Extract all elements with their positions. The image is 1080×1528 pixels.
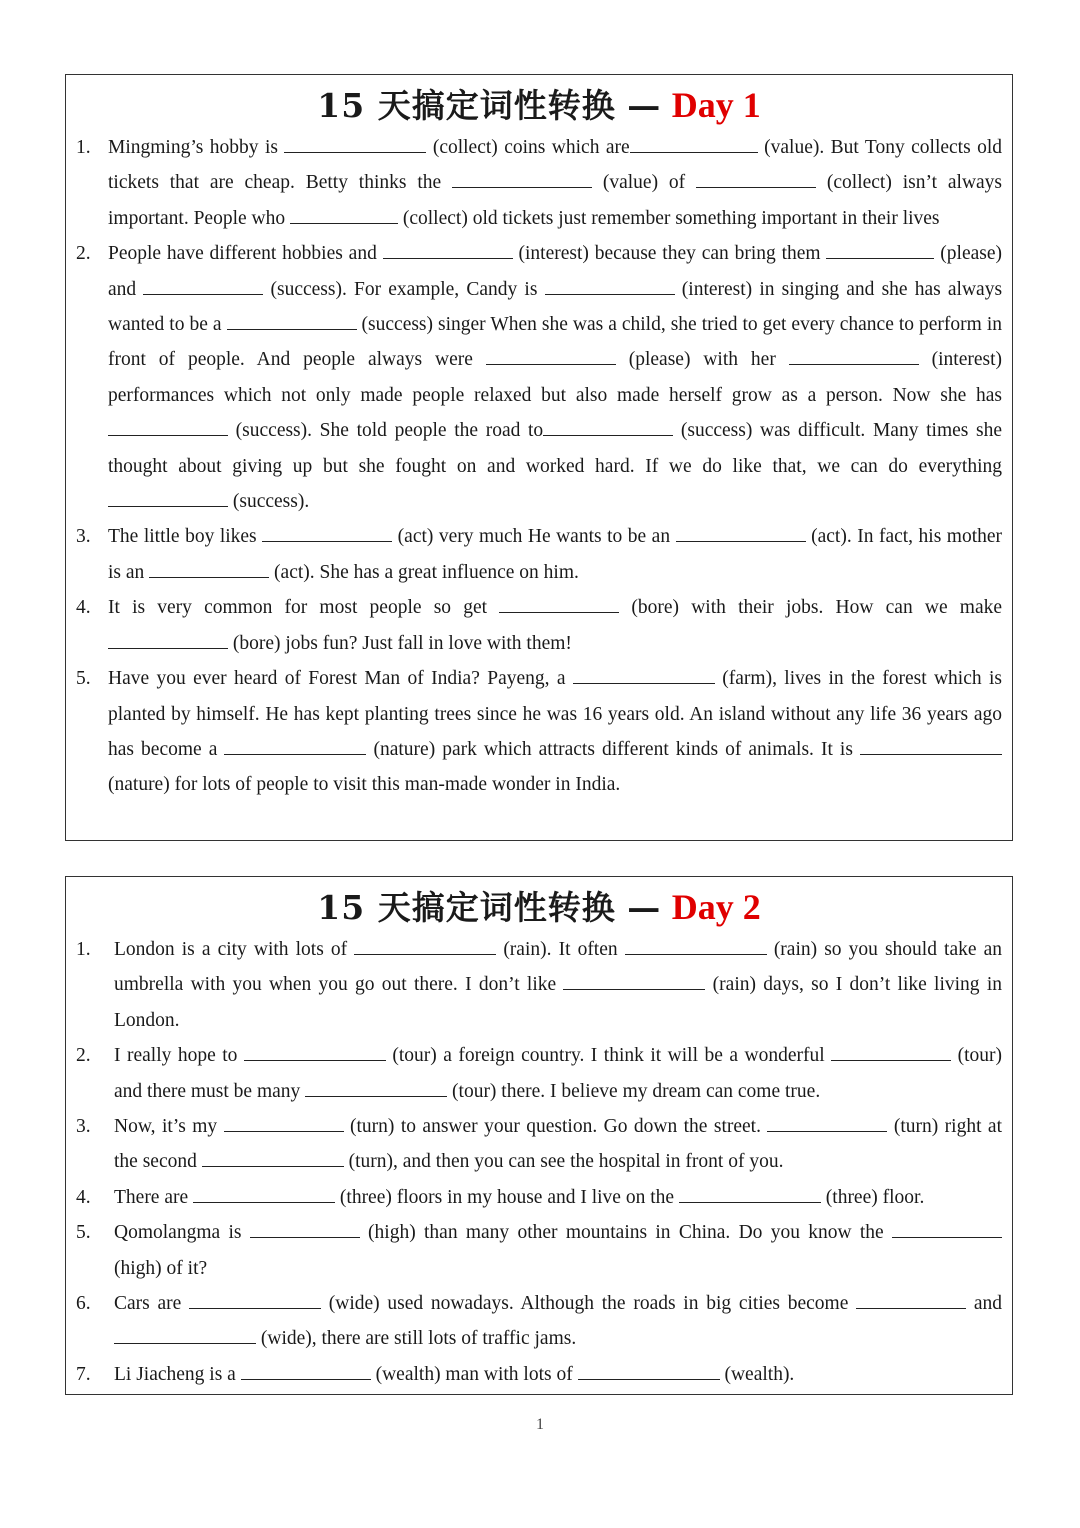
question-number: 7. <box>76 1363 91 1385</box>
question-text: (tour) there. I believe my dream can come true. <box>452 1080 821 1102</box>
answer-blank[interactable] <box>452 169 592 188</box>
question-item <box>66 1286 1012 1357</box>
question-text: (wide), there are still lots of traffic jams. <box>260 1328 577 1350</box>
answer-blank[interactable] <box>383 240 513 259</box>
day1-title-chinese: 15 天搞定词性转换 <box>317 86 616 125</box>
day2-title-separator: — <box>615 888 672 927</box>
question-text: (success). For example, Candy is <box>270 278 545 300</box>
question-text: and <box>973 1293 1002 1315</box>
answer-blank[interactable] <box>696 169 816 188</box>
question-text: London is a city with lots of <box>114 939 355 960</box>
answer-blank[interactable] <box>578 1361 720 1380</box>
question-text: (value) of <box>602 172 697 194</box>
question-text: (farm), lives in the forest which is planted by himself. He has kept planting trees since he was 16 years old. An island without any life 36 years ago has become a <box>108 668 1002 760</box>
answer-blank[interactable] <box>227 311 357 330</box>
question-text: It is very common for most people so get <box>108 597 500 619</box>
question-item <box>66 1180 1012 1215</box>
question-text: (high) than many other mountains in China. Do you know the <box>368 1222 892 1244</box>
question-text: (success). <box>232 491 310 513</box>
question-text: Li Jiacheng is a <box>114 1363 241 1385</box>
answer-blank[interactable] <box>224 1113 344 1132</box>
answer-blank[interactable] <box>241 1361 371 1380</box>
answer-blank[interactable] <box>767 1113 887 1132</box>
question-text: (collect) old tickets just remember something important in their lives <box>402 207 940 229</box>
day2-title <box>66 887 1012 928</box>
day1-title-day: Day 1 <box>671 85 761 125</box>
answer-blank[interactable] <box>856 1290 966 1309</box>
question-text: (rain) days, so I don’t like living in London. <box>114 974 1002 1031</box>
answer-blank[interactable] <box>499 594 619 613</box>
question-text: Have you ever heard of Forest Man of India? Payeng, a <box>108 668 573 690</box>
answer-blank[interactable] <box>573 665 715 684</box>
answer-blank[interactable] <box>676 523 806 542</box>
question-text: (collect) isn’t always important. People who <box>108 172 1003 229</box>
question-text: (wide) used nowadays. Although the roads in big cities become <box>328 1293 857 1315</box>
answer-blank[interactable] <box>831 1042 951 1061</box>
question-text: (wealth) man with lots of <box>375 1363 578 1385</box>
question-text: Cars are <box>114 1293 190 1315</box>
question-text: (rain) so you should take an umbrella with you when you go out there. I don’t like <box>114 939 1002 996</box>
question-number: 5. <box>76 1222 91 1244</box>
question-text: Now, it’s my <box>114 1116 224 1138</box>
answer-blank[interactable] <box>563 971 705 990</box>
question-text: (nature) park which attracts different kinds of animals. It is <box>373 738 860 760</box>
question-text: (turn), and then you can see the hospital in front of you. <box>348 1151 784 1173</box>
day2-exercise-box <box>65 876 1013 1395</box>
day2-title-day: Day 2 <box>671 887 761 927</box>
question-text: (nature) for lots of people to visit this man-made wonder in India. <box>108 774 621 796</box>
question-item <box>66 1109 1012 1180</box>
question-text: (please) and <box>108 243 1002 300</box>
answer-blank[interactable] <box>262 523 392 542</box>
answer-blank[interactable] <box>189 1290 321 1309</box>
question-text: (interest) in singing and she has always wanted to be a <box>108 278 1003 336</box>
question-text: (act). In fact, his mother is an <box>108 526 1003 583</box>
answer-blank[interactable] <box>305 1078 447 1097</box>
question-number: 2. <box>76 1045 91 1067</box>
question-text: (success). She told people the road to <box>235 420 544 442</box>
question-item <box>66 1357 1012 1392</box>
question-text: (tour) and there must be many <box>114 1045 1002 1102</box>
question-text: (rain). It often <box>503 939 625 960</box>
question-text: I really hope to <box>114 1045 244 1067</box>
question-text: There are <box>114 1186 194 1208</box>
answer-blank[interactable] <box>860 736 1002 755</box>
day1-title <box>66 85 1012 126</box>
answer-blank[interactable] <box>244 1042 386 1061</box>
question-number: 6. <box>76 1293 91 1315</box>
question-text: The little boy likes <box>108 526 263 548</box>
question-number: 4. <box>76 1186 91 1208</box>
question-item <box>66 519 1012 590</box>
answer-blank[interactable] <box>789 346 919 365</box>
day2-title-chinese: 15 天搞定词性转换 <box>317 888 616 927</box>
day1-title-separator: — <box>615 86 672 125</box>
question-item <box>66 661 1012 803</box>
question-text: (value). But Tony collects old tickets that are cheap. Betty thinks the <box>108 137 1003 194</box>
question-text: (tour) a foreign country. I think it will be a wonderful <box>392 1045 832 1067</box>
answer-blank[interactable] <box>486 346 616 365</box>
question-text: (please) with her <box>628 349 789 371</box>
question-text: (three) floors in my house and I live on the <box>339 1186 679 1208</box>
question-text: Mingming’s hobby is <box>108 137 285 158</box>
answer-blank[interactable] <box>826 240 934 259</box>
question-item <box>66 236 1012 519</box>
question-number: 5. <box>76 668 91 690</box>
answer-blank[interactable] <box>625 936 767 955</box>
question-number: 3. <box>76 526 91 548</box>
question-number: 4. <box>76 597 91 619</box>
question-item <box>66 590 1012 661</box>
question-text: (interest) performances which not only made people relaxed but also made herself grow as a person. Now she has <box>108 349 1003 406</box>
answer-blank[interactable] <box>108 488 228 507</box>
answer-blank[interactable] <box>354 936 496 955</box>
question-text: (bore) jobs fun? Just fall in love with them! <box>232 632 572 654</box>
page-number: 1 <box>536 1416 544 1433</box>
question-number: 1. <box>76 939 91 960</box>
question-text: (turn) to answer your question. Go down the street. <box>350 1116 768 1138</box>
question-item <box>66 130 1012 236</box>
answer-blank[interactable] <box>545 276 675 295</box>
question-text: (interest) because they can bring them <box>518 243 827 265</box>
question-number: 2. <box>76 243 91 265</box>
answer-blank[interactable] <box>149 559 269 578</box>
question-text: (success) singer When she was a child, she tried to get every chance to perform in front of people. And people always were <box>108 314 1002 371</box>
day2-question-list <box>66 932 1012 1392</box>
question-number: 3. <box>76 1116 91 1138</box>
answer-blank[interactable] <box>630 134 758 153</box>
answer-blank[interactable] <box>679 1184 821 1203</box>
question-item <box>66 1038 1012 1109</box>
day1-exercise-box <box>65 74 1013 841</box>
question-text: (act) very much He wants to be an <box>397 526 676 548</box>
question-text: (collect) coins which are <box>432 137 630 158</box>
answer-blank[interactable] <box>543 417 673 436</box>
question-item <box>66 932 1012 1038</box>
question-text: Qomolangma is <box>114 1222 250 1244</box>
question-text: (bore) with their jobs. How can we make <box>631 597 1003 619</box>
question-item <box>66 1215 1012 1286</box>
answer-blank[interactable] <box>250 1219 360 1238</box>
answer-blank[interactable] <box>108 630 228 649</box>
question-text: (high) of it? <box>114 1257 208 1279</box>
answer-blank[interactable] <box>224 736 366 755</box>
question-text: (act). She has a great influence on him. <box>274 561 579 583</box>
answer-blank[interactable] <box>143 276 263 295</box>
answer-blank[interactable] <box>202 1148 344 1167</box>
question-text: (success) was difficult. Many times she thought about giving up but she fought on and worked hard. If we do like that, we can do everything <box>108 420 1003 477</box>
question-number: 1. <box>76 137 91 158</box>
question-text: (turn) right at the second <box>114 1116 1002 1173</box>
answer-blank[interactable] <box>193 1184 335 1203</box>
answer-blank[interactable] <box>114 1325 256 1344</box>
question-text: (three) floor. <box>825 1186 925 1208</box>
answer-blank[interactable] <box>284 134 426 153</box>
answer-blank[interactable] <box>290 205 398 224</box>
question-text: (wealth). <box>724 1363 795 1385</box>
day1-question-list <box>66 130 1012 803</box>
question-text: People have different hobbies and <box>108 243 383 265</box>
answer-blank[interactable] <box>108 417 228 436</box>
answer-blank[interactable] <box>892 1219 1002 1238</box>
